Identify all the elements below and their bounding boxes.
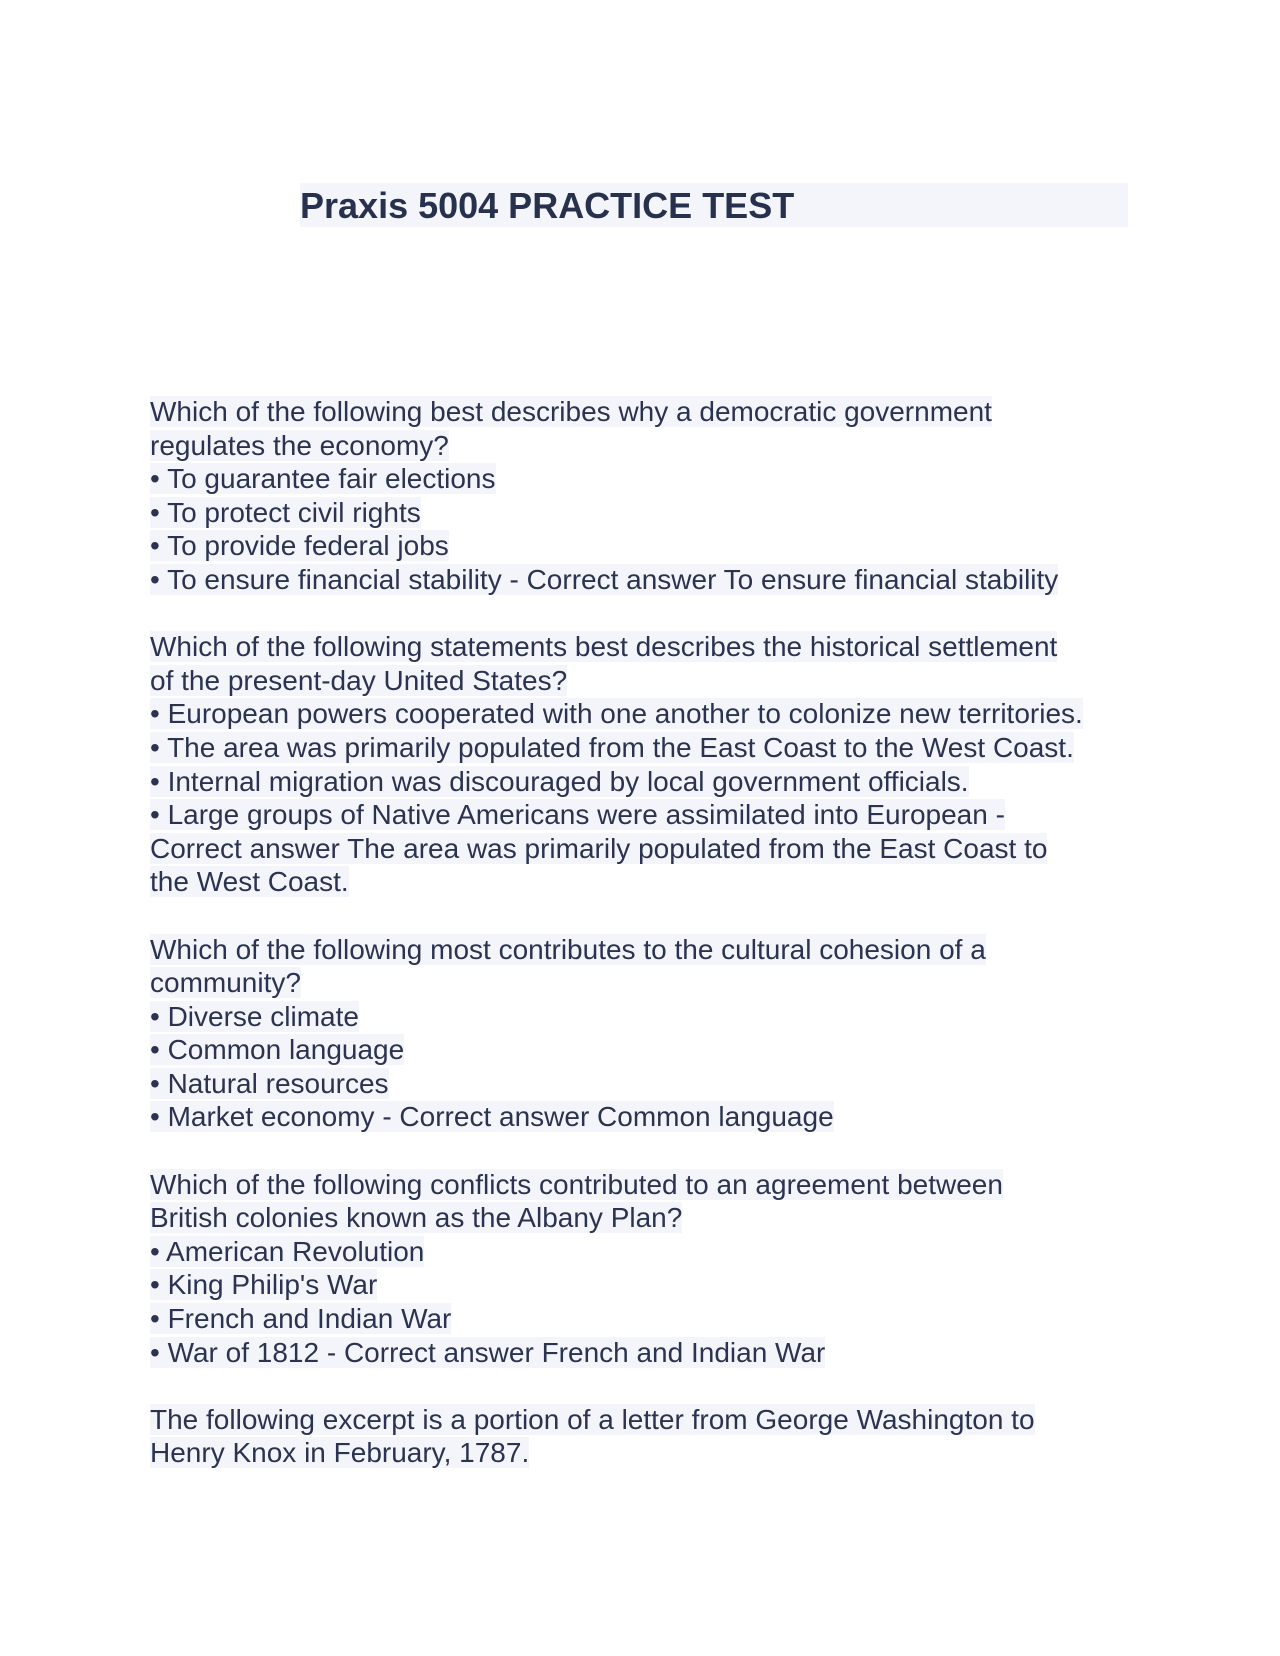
answer-option-with-correct-answer: • Market economy - Correct answer Common language (150, 1101, 834, 1133)
question-text-line: Which of the following statements best describes the historical settlement (150, 631, 1058, 663)
answer-option: • To protect civil rights (150, 496, 421, 528)
question-block (150, 1168, 1150, 1370)
question-text-line: Which of the following conflicts contributed to an agreement between (150, 1168, 1003, 1200)
correct-answer-line: the West Coast. (150, 866, 349, 898)
correct-answer-line: Correct answer The area was primarily populated from the East Coast to (150, 832, 1048, 864)
question-text-line: British colonies known as the Albany Plan? (150, 1202, 683, 1234)
question-text-line: of the present-day United States? (150, 664, 568, 696)
answer-option: • Large groups of Native Americans were assimilated into European - (150, 799, 1005, 831)
answer-option-with-correct-answer: • War of 1812 - Correct answer French and Indian War (150, 1336, 826, 1368)
question-block (150, 395, 1150, 597)
answer-option-with-correct-answer: • To ensure financial stability - Correct answer To ensure financial stability (150, 563, 1059, 595)
passage-intro-line: The following excerpt is a portion of a letter from George Washington to (150, 1403, 1035, 1435)
passage-intro-line: Henry Knox in February, 1787. (150, 1437, 530, 1469)
answer-option: • To guarantee fair elections (150, 463, 496, 495)
question-text-line: Which of the following most contributes to the cultural cohesion of a (150, 933, 986, 965)
answer-option: • To provide federal jobs (150, 530, 449, 562)
answer-option: • French and Indian War (150, 1303, 452, 1335)
answer-option: • King Philip's War (150, 1269, 378, 1301)
answer-option: • The area was primarily populated from the East Coast to the West Coast. (150, 731, 1074, 763)
answer-option: • Internal migration was discouraged by local government officials. (150, 765, 969, 797)
page-title: Praxis 5004 PRACTICE TEST (300, 185, 795, 226)
question-block (150, 630, 1150, 899)
question-block (150, 933, 1150, 1135)
answer-option: • Common language (150, 1034, 405, 1066)
answer-option: • Diverse climate (150, 1000, 359, 1032)
question-text-line: Which of the following best describes why a democratic government (150, 396, 992, 427)
question-text-line: community? (150, 967, 301, 999)
answer-option: • Natural resources (150, 1067, 389, 1099)
question-list (150, 395, 1150, 1504)
question-block (150, 1403, 1150, 1470)
answer-option: • European powers cooperated with one another to colonize new territories. (150, 698, 1083, 730)
answer-option: • American Revolution (150, 1235, 425, 1267)
question-text-line: regulates the economy? (150, 429, 449, 461)
